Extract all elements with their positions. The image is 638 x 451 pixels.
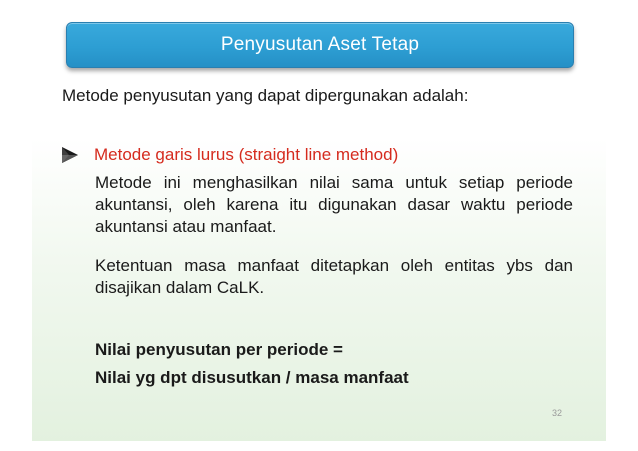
paragraph-description: Metode ini menghasilkan nilai sama untuk setiap periode akuntansi, oleh karena itu digunakan dasar waktu periode akuntansi atau manfaat. <box>95 173 573 236</box>
formula-line-2: Nilai yg dpt disusutkan / masa manfaat <box>95 368 409 387</box>
title-banner <box>66 22 574 68</box>
formula-line-1: Nilai penyusutan per periode = <box>95 340 343 359</box>
page-number: 32 <box>552 408 563 418</box>
bullet-item <box>60 145 398 165</box>
slide-title: Penyusutan Aset Tetap <box>220 34 420 55</box>
arrow-bullet-icon <box>60 145 80 165</box>
intro-text: Metode penyusutan yang dapat dipergunakan adalah: <box>62 86 469 105</box>
bullet-text: Metode garis lurus (straight line method) <box>94 145 399 164</box>
paragraph-useful-life: Ketentuan masa manfaat ditetapkan oleh entitas ybs dan disajikan dalam CaLK. <box>95 256 573 297</box>
slide <box>32 8 606 441</box>
